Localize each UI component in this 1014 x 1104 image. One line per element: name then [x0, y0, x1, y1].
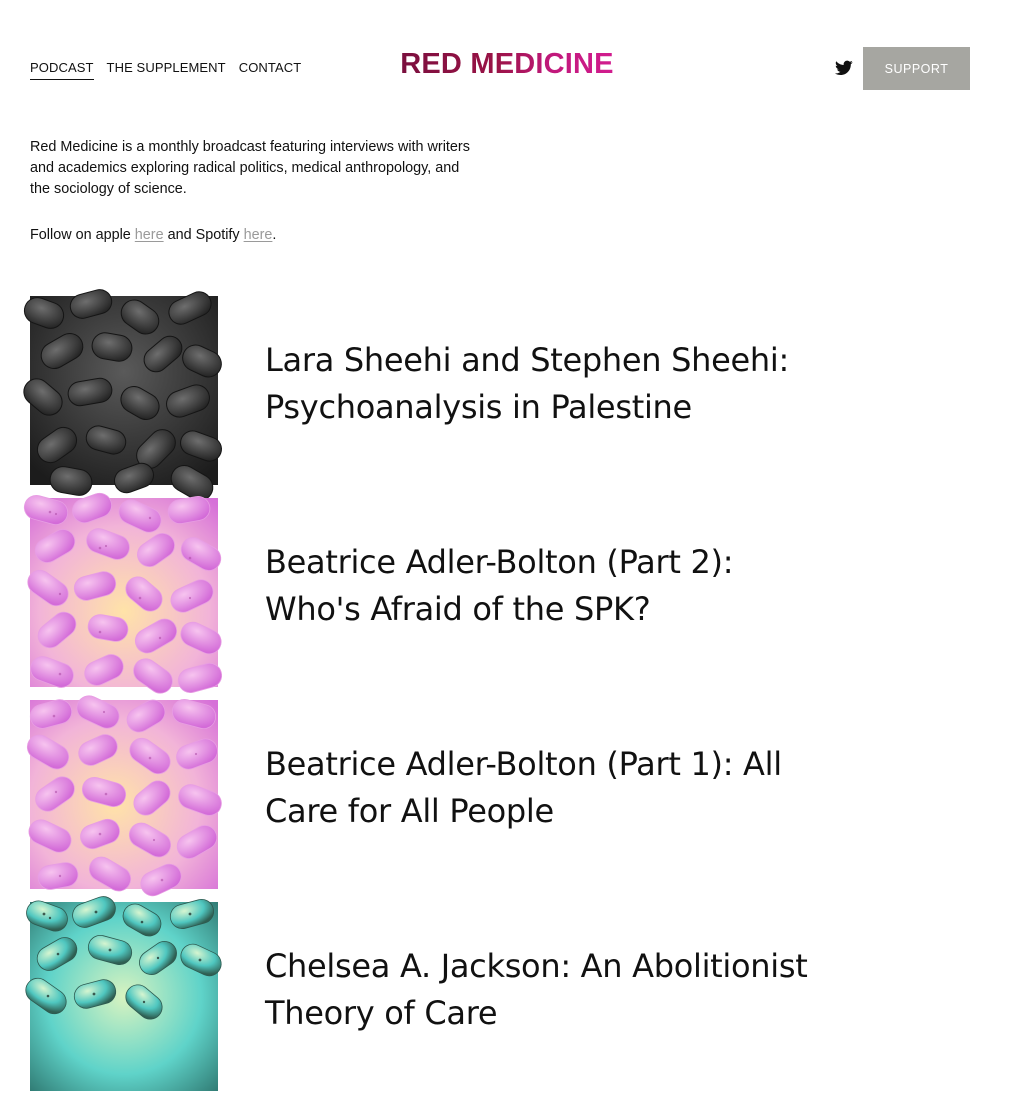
episode-title[interactable]: Lara Sheehi and Stephen Sheehi: Psychoanalysis in Palestine: [265, 341, 789, 426]
episode-item[interactable]: [30, 700, 970, 889]
follow-links: [30, 225, 276, 246]
episode-title[interactable]: Chelsea A. Jackson: An Abolitionist Theory of Care: [265, 947, 808, 1032]
pill-image-dark: [30, 296, 218, 485]
episode-thumbnail[interactable]: [30, 296, 218, 485]
intro-text: [30, 137, 475, 200]
intro-paragraph: Red Medicine is a monthly broadcast featuring interviews with writers and academics exploring radical politics, medical anthropology, and the sociology of science.: [30, 139, 470, 197]
episode-item[interactable]: [30, 296, 970, 485]
episode-thumbnail[interactable]: [30, 700, 218, 889]
episode-list: [30, 296, 970, 1104]
episode-item[interactable]: [30, 902, 970, 1091]
pill-image-pink: [30, 700, 218, 889]
support-button[interactable]: SUPPORT: [863, 47, 970, 90]
site-header: [0, 0, 1000, 130]
follow-prefix: Follow on apple: [30, 227, 135, 243]
apple-podcasts-link[interactable]: here: [134, 227, 164, 243]
episode-title[interactable]: Beatrice Adler-Bolton (Part 1): All Care for All People: [265, 745, 782, 830]
nav-item-contact[interactable]: CONTACT: [238, 60, 302, 75]
site-title[interactable]: RED MEDICINE: [400, 48, 614, 80]
nav-item-podcast[interactable]: PODCAST: [30, 60, 94, 80]
episode-thumbnail[interactable]: [30, 902, 218, 1091]
spotify-link[interactable]: here: [243, 227, 273, 243]
follow-middle: and Spotify: [163, 227, 244, 243]
nav-item-the-supplement[interactable]: THE SUPPLEMENT: [106, 60, 226, 75]
episode-thumbnail[interactable]: [30, 498, 218, 687]
follow-suffix: .: [272, 227, 277, 243]
pill-image-pink: [30, 498, 218, 687]
episode-item[interactable]: [30, 498, 970, 687]
episode-title[interactable]: Beatrice Adler-Bolton (Part 2): Who's Afraid of the SPK?: [265, 543, 734, 628]
pill-image-teal: [30, 902, 218, 1091]
twitter-icon[interactable]: [835, 60, 853, 76]
site-logo[interactable]: [0, 48, 1014, 81]
